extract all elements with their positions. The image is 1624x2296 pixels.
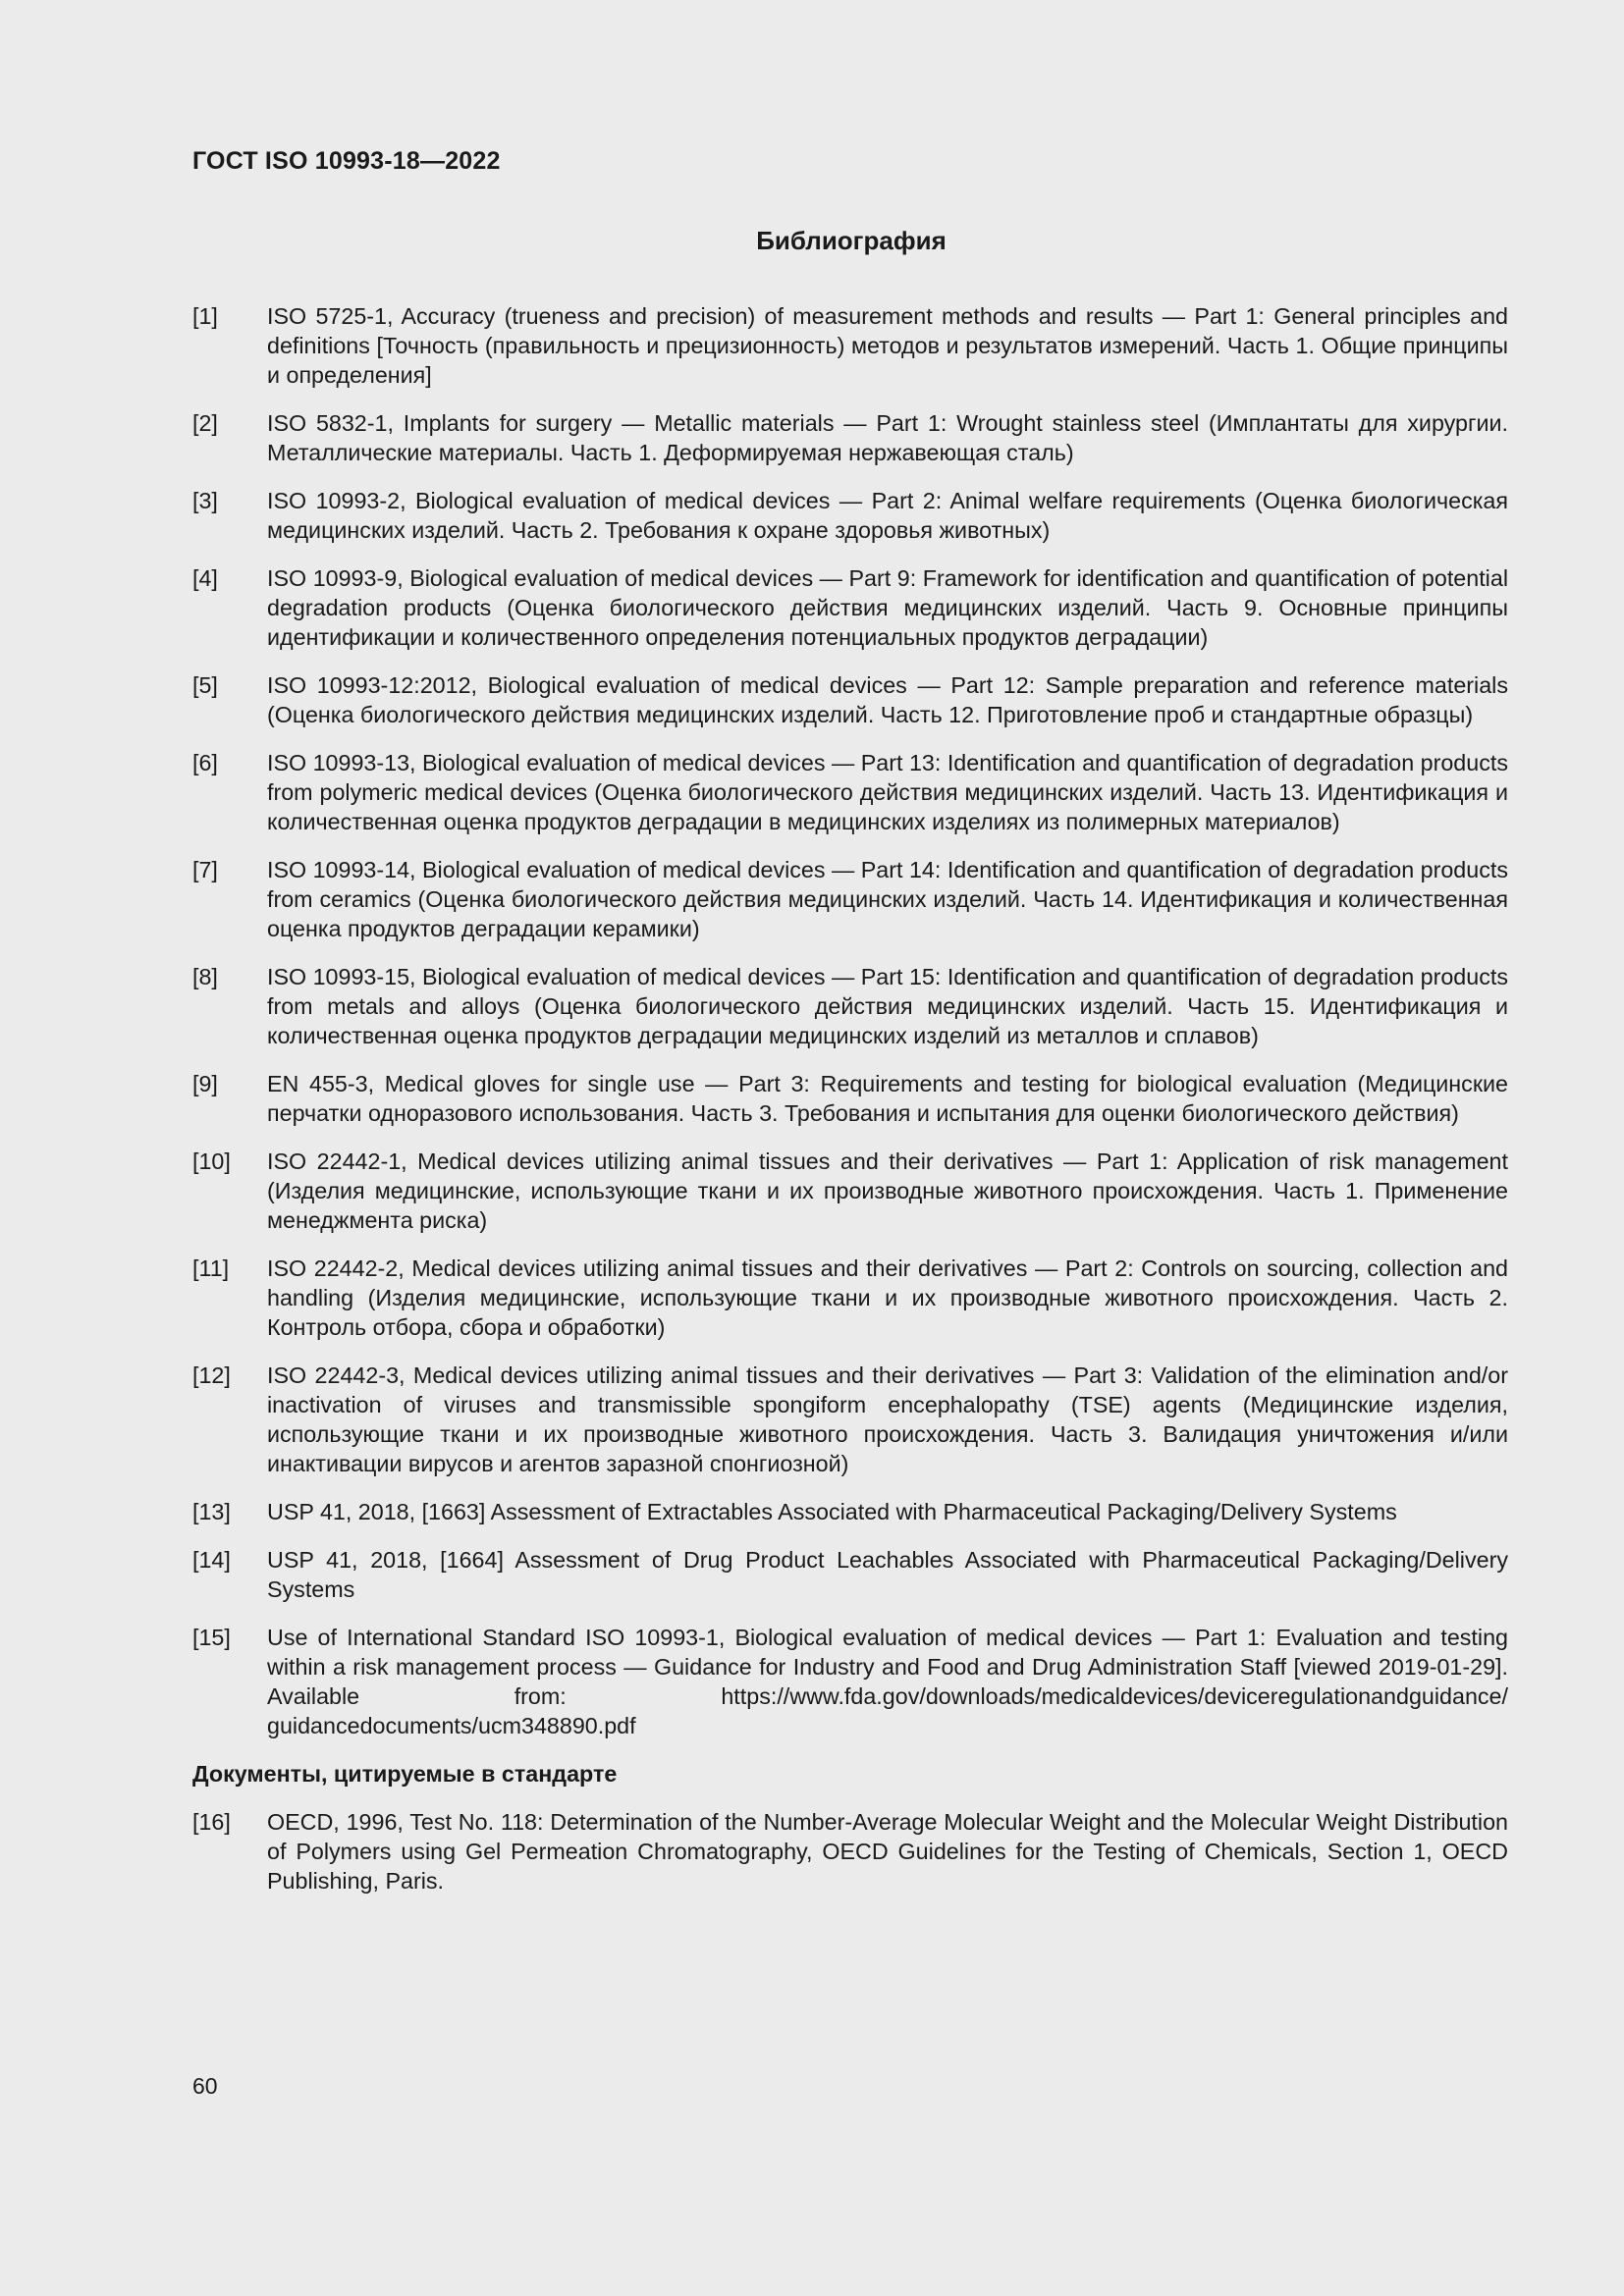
entry-number: [7] <box>192 857 218 882</box>
entry-number: [16] <box>192 1809 231 1835</box>
entry-number: [2] <box>192 410 218 436</box>
page-number: 60 <box>192 2073 218 2099</box>
entry-number: [11] <box>192 1255 230 1281</box>
bibliography-entry <box>192 1497 1508 1526</box>
bibliography-entry <box>192 748 1508 836</box>
bibliography-entry <box>192 670 1508 729</box>
bibliography-entry <box>192 855 1508 943</box>
bibliography-entry <box>192 563 1508 652</box>
entry-text: ISO 10993-9, Biological evaluation of medical devices — Part 9: Framework for identification and quantification of potential degradation products (Оценка биологического действия медицинских изделий. Часть 9. Основные принципы идентификации и количественного определения потенциальных продуктов деградации) <box>267 565 1508 650</box>
bibliography-entry <box>192 1361 1508 1478</box>
bibliography-entry <box>192 301 1508 390</box>
entry-text: ISO 10993-13, Biological evaluation of medical devices — Part 13: Identification and quantification of degradation products from polymeric medical devices (Оценка биологического действия медицинских изделий. Часть 13. Идентификация и количественная оценка продуктов деградации в медицинских изделиях из полимерных материалов) <box>267 750 1508 834</box>
entry-text: ISO 22442-1, Medical devices utilizing animal tissues and their derivatives — Part 1: Application of risk management (Изделия медицинские, использующие ткани и их производные животного происхождения. Часть 1. Применение менеджмента риска) <box>267 1148 1508 1233</box>
bibliography-entry <box>192 1545 1508 1604</box>
entry-number: [6] <box>192 750 218 775</box>
entry-number: [3] <box>192 488 218 513</box>
entry-text: ISO 22442-3, Medical devices utilizing animal tissues and their derivatives — Part 3: Validation of the elimination and/or inactivation of viruses and transmissible spongiform encephalopathy (TSE) agents (Медицинские изделия, использующие ткани и их производные животного происхождения. Часть 3. Валидация уничтожения и/или инактивации вирусов и агентов заразной спонгиозной) <box>267 1362 1508 1476</box>
bibliography-entry <box>192 1623 1508 1740</box>
entry-text: USP 41, 2018, [1664] Assessment of Drug Product Leachables Associated with Pharmaceutical Packaging/Delivery Systems <box>267 1547 1508 1602</box>
entry-text: EN 455-3, Medical gloves for single use — Part 3: Requirements and testing for biological evaluation (Медицинские перчатки одноразового использования. Часть 3. Требования и испытания для оценки биологического действия) <box>267 1071 1508 1126</box>
entry-number: [1] <box>192 303 218 329</box>
page-title: Библиография <box>756 226 947 255</box>
entry-text: ISO 5725-1, Accuracy (trueness and precision) of measurement methods and results — Part 1: General principles and definitions [Точность (правильность и прецизионность) методов и результатов измерений. Часть 1. Общие принципы и определения] <box>267 303 1508 388</box>
bibliography-entry <box>192 1147 1508 1235</box>
bibliography-entry <box>192 1254 1508 1342</box>
entry-number: [12] <box>192 1362 231 1388</box>
bibliography-entry <box>192 1807 1508 1896</box>
entry-number: [8] <box>192 964 218 989</box>
entry-number: [13] <box>192 1499 231 1524</box>
cited-documents-heading: Документы, цитируемые в стандарте <box>192 1761 618 1787</box>
entry-text: ISO 10993-2, Biological evaluation of medical devices — Part 2: Animal welfare requirements (Оценка биологическая медицинских изделий. Часть 2. Требования к охране здоровья животных) <box>267 488 1508 543</box>
bibliography-entry <box>192 1069 1508 1128</box>
entry-text: ISO 10993-14, Biological evaluation of medical devices — Part 14: Identification and quantification of degradation products from ceramics (Оценка биологического действия медицинских изделий. Часть 14. Идентификация и количественная оценка продуктов деградации керамики) <box>267 857 1508 941</box>
entry-text: Use of International Standard ISO 10993-1, Biological evaluation of medical devices — Part 1: Evaluation and testing within a risk management process — Guidance for Industry and Food and Drug Administration Staff [viewed 2019-01-29]. Available from: https://www.fda.gov/downloads/medicaldevices/deviceregulationandguidance/ guidancedocuments/ucm348890.pdf <box>267 1625 1508 1738</box>
bibliography-entry <box>192 408 1508 467</box>
bibliography-list <box>192 301 1508 1914</box>
entry-number: [9] <box>192 1071 218 1096</box>
document-header: ГОСТ ISO 10993-18—2022 <box>192 147 501 175</box>
entry-text: USP 41, 2018, [1663] Assessment of Extractables Associated with Pharmaceutical Packaging/Delivery Systems <box>267 1499 1397 1524</box>
entry-number: [15] <box>192 1625 231 1650</box>
entry-number: [10] <box>192 1148 231 1174</box>
entry-text: ISO 22442-2, Medical devices utilizing animal tissues and their derivatives — Part 2: Controls on sourcing, collection and handling (Изделия медицинские, использующие ткани и их производные животного происхождения. Часть 2. Контроль отбора, сбора и обработки) <box>267 1255 1508 1340</box>
entry-number: [4] <box>192 565 218 591</box>
entry-number: [14] <box>192 1547 231 1573</box>
entry-text: OECD, 1996, Test No. 118: Determination of the Number-Average Molecular Weight and the Molecular Weight Distribution of Polymers using Gel Permeation Chromatography, OECD Guidelines for the Testing of Chemicals, Section 1, OECD Publishing, Paris. <box>267 1809 1508 1894</box>
entry-text: ISO 10993-15, Biological evaluation of medical devices — Part 15: Identification and quantification of degradation products from metals and alloys (Оценка биологического действия медицинских изделий. Часть 15. Идентификация и количественная оценка продуктов деградации медицинских изделий из металлов и сплавов) <box>267 964 1508 1048</box>
entry-number: [5] <box>192 672 218 698</box>
entry-text: ISO 5832-1, Implants for surgery — Metallic materials — Part 1: Wrought stainless steel (Имплантаты для хирургии. Металлические материалы. Часть 1. Деформируемая нержавеющая сталь) <box>267 410 1508 465</box>
entry-text: ISO 10993-12:2012, Biological evaluation of medical devices — Part 12: Sample preparation and reference materials (Оценка биологического действия медицинских изделий. Часть 12. Приготовление проб и стандартные образцы) <box>267 672 1508 727</box>
bibliography-entry <box>192 962 1508 1050</box>
bibliography-entry <box>192 486 1508 545</box>
